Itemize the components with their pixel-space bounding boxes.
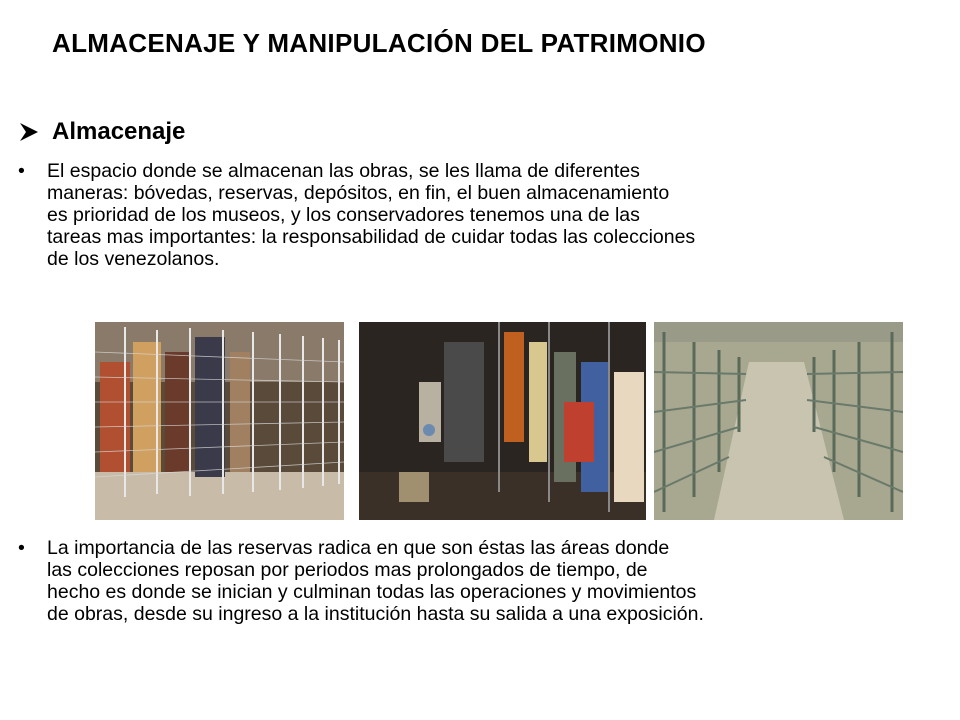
- photo-mesh-racks: [95, 322, 344, 520]
- photo-shelving-aisle: [654, 322, 903, 520]
- slide-title: ALMACENAJE Y MANIPULACIÓN DEL PATRIMONIO: [52, 28, 706, 58]
- bullet-paragraph-2: [18, 537, 858, 625]
- bullet-dot: •: [18, 537, 25, 559]
- paragraph-text: La importancia de las reservas radica en que son éstas las áreas donde las colecciones reposan por periodos mas prolongados de tiempo, de hecho es donde se inician y culminan todas las operaciones y movimientos de obras, desde su ingreso a la institución hasta su salida a una exposición.: [47, 537, 704, 625]
- arrowhead-bullet-icon: [18, 121, 40, 143]
- paragraph-text: El espacio donde se almacenan las obras, se les llama de diferentes maneras: bóvedas, reservas, depósitos, en fin, el buen almacenamiento es prioridad de los museos, y los conservadores tenemos una de las tareas mas importantes: la responsabilidad de cuidar todas las colecciones de los venezolanos.: [47, 160, 696, 270]
- photo-storage-room: [359, 322, 646, 520]
- section-heading: [18, 118, 185, 146]
- section-heading-text: Almacenaje: [52, 118, 186, 145]
- bullet-paragraph-1: [18, 160, 858, 270]
- bullet-dot: •: [18, 160, 25, 182]
